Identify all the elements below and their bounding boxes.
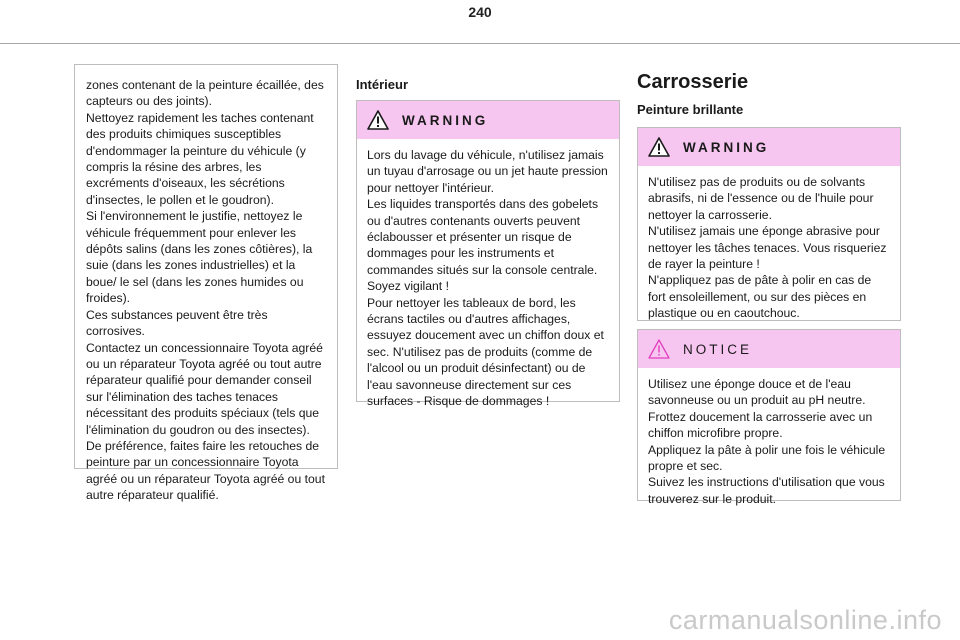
paragraph: Appliquez la pâte à polir une fois le véhicule propre et sec.: [648, 442, 886, 474]
warning-body: [638, 166, 900, 322]
paragraph: Si l'environnement le justifie, nettoyez le véhicule fréquemment pour enlever les dépôts salins (dans les zones côtières), la suie (dans les zones industrielles) et la boue/ le sel (dans les zones humides ou froides).: [86, 209, 313, 306]
watermark: carmanualsonline.info: [668, 605, 942, 635]
paragraph: Contactez un concessionnaire Toyota agréé ou un réparateur Toyota agréé ou tout autre réparateur qualifié pour demander conseil sur l'élimination des taches tenaces nécessitant des produits spéciaux (tels que l'élimination du goudron ou des insectes).: [86, 340, 323, 437]
warning-box-interior: [356, 100, 620, 409]
header-divider: [0, 43, 960, 44]
paragraph: Frottez doucement la carrosserie avec un chiffon microfibre propre.: [648, 409, 873, 441]
subheading-glossy-paint: Peinture brillante: [637, 102, 744, 117]
paragraph: De préférence, faites faire les retouches de peinture par un concessionnaire Toyota agréé ou un réparateur Toyota agréé ou tout autre réparateur qualifié.: [86, 438, 325, 503]
paragraph: N'utilisez jamais une éponge abrasive pour nettoyer les tâches tenaces. Vous risqueriez de rayer la peinture !: [648, 224, 887, 272]
warning-header: [638, 128, 900, 166]
paragraph: zones contenant de la peinture écaillée, des capteurs ou des joints).: [86, 78, 324, 109]
notice-header: [638, 330, 900, 368]
warning-header: [357, 101, 619, 139]
paragraph: Soyez vigilant !: [367, 279, 449, 294]
paragraph: Utilisez une éponge douce et de l'eau savonneuse ou un produit au pH neutre.: [648, 377, 866, 408]
section-heading-interior: Intérieur: [356, 77, 409, 92]
notice-triangle-icon: [648, 339, 670, 359]
page-number: 240: [468, 4, 492, 20]
paragraph: N'appliquez pas de pâte à polir en cas de fort ensoleillement, ou sur des pièces en plastique ou en caoutchouc.: [648, 273, 872, 321]
continuation-text-box: [74, 64, 338, 503]
notice-label: NOTICE: [683, 341, 753, 357]
warning-label: WARNING: [683, 139, 770, 155]
warning-triangle-icon: [367, 110, 389, 130]
warning-box-bodywork: [637, 127, 901, 321]
warning-body: [357, 139, 619, 410]
paragraph: Pour nettoyer les tableaux de bord, les écrans tactiles ou d'autres affichages, essuyez doucement avec un chiffon doux et sec. N'utilisez pas de produits (comme de l'alcool ou un produit désinfectant) ou de l'eau savonneuse directement sur ces surfaces - Risque de dommages !: [367, 295, 604, 409]
warning-label: WARNING: [402, 112, 489, 128]
paragraph: Suivez les instructions d'utilisation que vous trouverez sur le produit.: [648, 475, 885, 506]
paragraph: Lors du lavage du véhicule, n'utilisez jamais un tuyau d'arrosage ou un jet haute pression pour nettoyer l'intérieur.: [367, 148, 608, 195]
section-title-bodywork: Carrosserie: [637, 71, 749, 93]
paragraph: N'utilisez pas de produits ou de solvants abrasifs, ni de l'essence ou de l'huile pour nettoyer la carrosserie.: [648, 175, 874, 222]
paragraph: Nettoyez rapidement les taches contenant des produits chimiques susceptibles d'endommager la peinture du véhicule (y compris la résine des arbres, les excréments d'oiseaux, les sécrétions d'insectes, le pollen et le goudron).: [86, 110, 314, 207]
paragraph: Ces substances peuvent être très corrosives.: [86, 307, 268, 339]
notice-body: [638, 368, 900, 507]
paragraph: Les liquides transportés dans des gobelets ou d'autres contenants ouverts peuvent éclabousser et présenter un risque de dommages pour les instruments et commandes situés sur la console centrale.: [367, 197, 599, 277]
warning-triangle-icon: [648, 137, 670, 157]
notice-box-bodywork: [637, 329, 901, 506]
